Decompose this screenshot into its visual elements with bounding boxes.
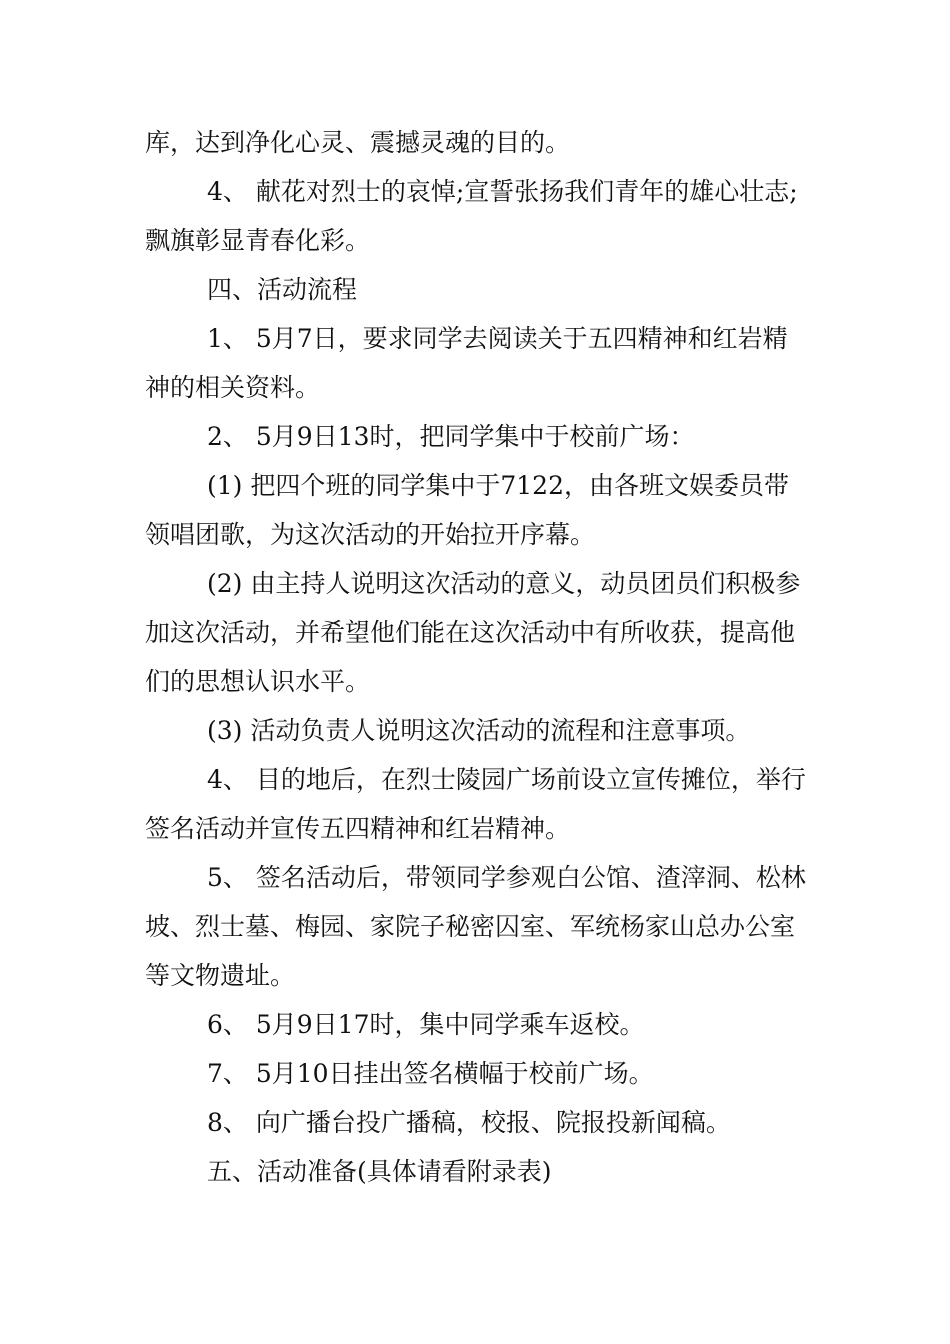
section-heading-preparation: 五、活动准备(具体请看附录表) xyxy=(207,1157,552,1186)
paragraph-step-7: 7、 5月10日挂出签名横幅于校前广场。 xyxy=(207,1059,654,1088)
paragraph-step-1: 1、 5月7日，要求同学去阅读关于五四精神和红岩精神的相关资料。 xyxy=(145,324,788,402)
paragraph-substep-2: (2) 由主持人说明这次活动的意义，动员团员们积极参加这次活动，并希望他们能在这次活动中有所收获，提高他们的思想认识水平。 xyxy=(145,569,801,696)
paragraph-step-5: 5、 签名活动后，带领同学参观白公馆、渣滓洞、松林坡、烈士墓、梅园、家院子秘密囚室、军统杨家山总办公室等文物遗址。 xyxy=(145,863,806,990)
document-body xyxy=(145,118,810,1196)
paragraph-step-2: 2、 5月9日13时，把同学集中于校前广场： xyxy=(207,422,695,451)
paragraph-item-4-flowers: 4、 献花对烈士的哀悼;宣誓张扬我们青年的雄心壮志;飘旗彰显青春化彩。 xyxy=(145,177,798,255)
paragraph-substep-1: (1) 把四个班的同学集中于7122，由各班文娱委员带领唱团歌，为这次活动的开始拉开序幕。 xyxy=(145,471,789,549)
paragraph-step-8: 8、 向广播台投广播稿，校报、院报投新闻稿。 xyxy=(207,1108,731,1137)
paragraph-substep-3: (3) 活动负责人说明这次活动的流程和注意事项。 xyxy=(207,716,751,745)
paragraph-step-6: 6、 5月9日17时，集中同学乘车返校。 xyxy=(207,1010,645,1039)
paragraph-step-4: 4、 目的地后，在烈士陵园广场前设立宣传摊位，举行签名活动并宣传五四精神和红岩精神。 xyxy=(145,765,806,843)
paragraph-continuation: 库，达到净化心灵、震撼灵魂的目的。 xyxy=(145,128,571,157)
section-heading-activity-flow: 四、活动流程 xyxy=(207,275,358,304)
